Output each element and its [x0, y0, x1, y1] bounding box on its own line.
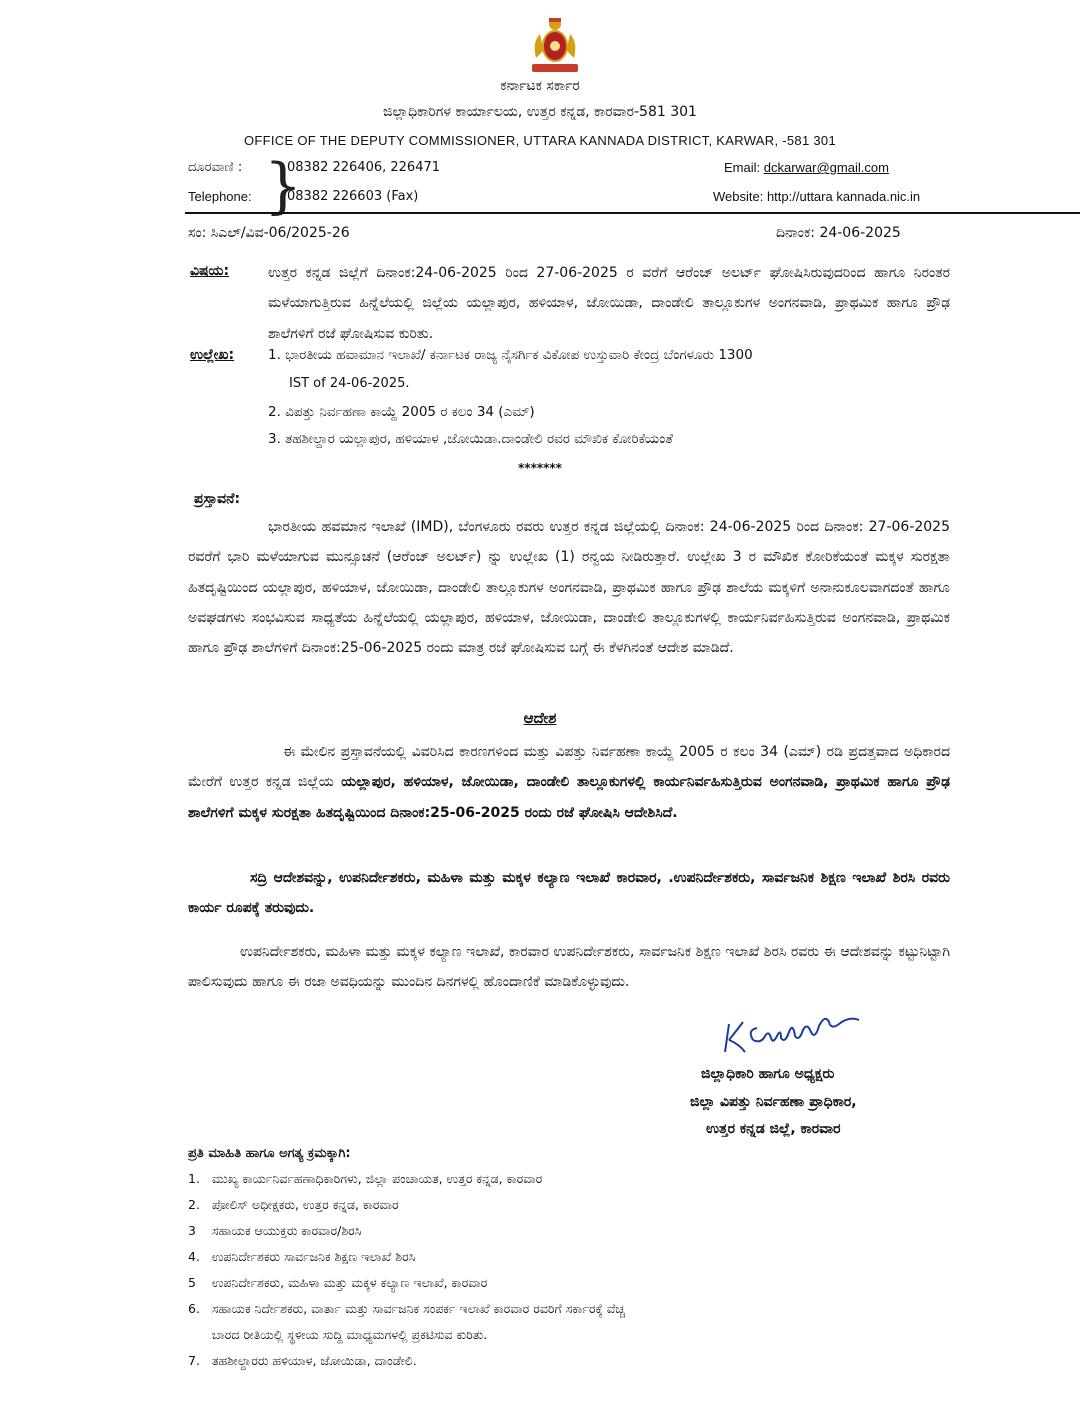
copy-to-item-7: 7. ತಹಶೀಲ್ದಾರರು ಹಳಿಯಾಳ, ಜೋಯಿಡಾ, ದಾಂಡೇಲಿ. [188, 1353, 417, 1368]
copy-to-item-3: 3 ಸಹಾಯಕ ಆಯುಕ್ತರು ಕಾರವಾರ/ಶಿರಸಿ [188, 1223, 362, 1238]
govt-name: ಕರ್ನಾಟಕ ಸರ್ಕಾರ [500, 78, 580, 94]
phone-number-2: 08382 226603 (Fax) [287, 189, 419, 204]
brace-divider: } [264, 151, 303, 221]
order-p1-plain: ಈ ಮೇಲಿನ ಪ್ರಸ್ತಾವನೆಯಲ್ಲಿ ವಿವರಿಸಿದ ಕಾರಣಗಳಿಂದ ಮತ್ತು ವಿಪತ್ತು ನಿರ್ವಹಣಾ ಕಾಯ್ದೆ 2005 ರ ಕಲಂ 34 (ಎಮ್) ರಡಿ ಪ್ರದತ್ತವಾದ ಅಧಿಕಾರದ ಮೇರೆಗೆ ಉತ್ತರ ಕನ್ನಡ ಜಿಲ್ಲೆಯ [188, 744, 950, 791]
karnataka-emblem [528, 14, 582, 76]
website-row [713, 189, 920, 204]
email-link[interactable]: dckarwar@gmail.com [763, 160, 889, 175]
reference-item-2: 2. ವಿಪತ್ತು ನಿರ್ವಹಣಾ ಕಾಯ್ದೆ 2005 ರ ಕಲಂ 34 (ಎಮ್) [268, 404, 535, 420]
copy-to-item-4: 4. ಉಪನಿರ್ದೇಶಕರು ಸಾರ್ವಜನಿಕ ಶಿಕ್ಷಣ ಇಲಾಖೆ ಶಿರಸಿ [188, 1249, 416, 1264]
preamble-label: ಪ್ರಸ್ತಾವನೆ: [194, 491, 241, 507]
phone-number-1: 08382 226406, 226471 [287, 160, 441, 175]
order-paragraph-2: ಸದ್ರಿ ಆದೇಶವನ್ನು, ಉಪನಿರ್ದೇಶಕರು, ಮಹಿಳಾ ಮತ್ತು ಮಕ್ಕಳ ಕಲ್ಯಾಣ ಇಲಾಖೆ ಕಾರವಾರ, .ಉಪನಿರ್ದೇಶಕರು, ಸಾರ್ವಜನಿಕ ಶಿಕ್ಷಣ ಇಲಾಖೆ ಶಿರಸಿ ರವರು ಕಾರ್ಯ ರೂಪಕ್ಕೆ ತರುವುದು. [188, 870, 950, 917]
email-row [724, 160, 889, 175]
document-date: ದಿನಾಂಕ: 24-06-2025 [776, 225, 901, 241]
preamble-text: ಭಾರತೀಯ ಹವಮಾನ ಇಲಾಖೆ (IMD), ಬೆಂಗಳೂರು ರವರು ಉತ್ತರ ಕನ್ನಡ ಜಿಲ್ಲೆಯಲ್ಲಿ ದಿನಾಂಕ: 24-06-2025 ರಿಂದ ದಿನಾಂಕ: 27-06-2025 ರವರೆಗೆ ಭಾರಿ ಮಳೆಯಾಗುವ ಮುನ್ಸೂಚನೆ (ಆರೆಂಜ್ ಅಲರ್ಟ್) ನ್ನು ಉಲ್ಲೇಖ (1) ರನ್ವಯ ನೀಡಿರುತ್ತಾರೆ. ಉಲ್ಲೇಖ 3 ರ ಮೌಖಿಕ ಕೋರಿಕೆಯಂತೆ ಮಕ್ಕಳ ಸುರಕ್ಷತಾ ಹಿತದೃಷ್ಟಿಯಿಂದ ಯಲ್ಲಾಪುರ, ಹಳಿಯಾಳ, ಜೋಯಿಡಾ, ದಾಂಡೇಲಿ ತಾಲ್ಲೂಕುಗಳ ಅಂಗನವಾಡಿ, ಪ್ರಾಥಮಿಕ ಹಾಗೂ ಪ್ರೌಢ ಶಾಲೆಯ ಮಕ್ಕಳಿಗೆ ಅನಾನುಕೂಲವಾಗದಂತೆ ಹಾಗೂ ಅವಘಡಗಳು ಸಂಭವಿಸುವ ಸಾಧ್ಯತೆಯ ಹಿನ್ನೆಲೆಯಲ್ಲಿ ಯಲ್ಲಾಪುರ, ಹಳಿಯಾಳ, ಜೋಯಿಡಾ, ದಾಂಡೇಲಿ ತಾಲ್ಲೂಕುಗಳಲ್ಲಿ ಕಾರ್ಯನಿರ್ವಹಿಸುತ್ತಿರುವ ಅಂಗನವಾಡಿ, ಪ್ರಾಥಮಿಕ ಹಾಗೂ ಪ್ರೌಢ ಶಾಲೆಗಳಿಗೆ ದಿನಾಂಕ:25-06-2025 ರಂದು ಮಾತ್ರ ರಜೆ ಘೋಷಿಸುವ ಬಗ್ಗೆ ಈ ಕೆಳಗಿನಂತೆ ಆದೇಶ ಮಾಡಿದೆ. [188, 519, 950, 657]
header-divider [185, 212, 1080, 214]
copy-to-item-6-cont: ಬಾರದ ರೀತಿಯಲ್ಲಿ ಸ್ಥಳೀಯ ಸುದ್ದಿ ಮಾಧ್ಯಮಗಳಲ್ಲಿ ಪ್ರಕಟಿಸುವ ಕುರಿತು. [188, 1327, 488, 1342]
reference-label-text: ಉಲ್ಲೇಖ [190, 347, 229, 363]
copy-to-heading: ಪ್ರತಿ ಮಾಹಿತಿ ಹಾಗೂ ಅಗತ್ಯ ಕ್ರಮಕ್ಕಾಗಿ: [188, 1146, 351, 1161]
phone-label-kn: ದೂರವಾಣಿ : [188, 160, 243, 175]
signatory-title-3: ಉತ್ತರ ಕನ್ನಡ ಜಿಲ್ಲೆ, ಕಾರವಾರ [706, 1121, 841, 1137]
copy-to-item-2: 2. ಪೋಲಿಸ್ ಅಧೀಕ್ಷಕರು, ಉತ್ತರ ಕನ್ನಡ, ಕಾರವಾರ [188, 1197, 399, 1212]
separator-stars: ******* [518, 461, 562, 475]
copy-to-item-1: 1. ಮುಖ್ಯ ಕಾರ್ಯನಿರ್ವಹಣಾಧಿಕಾರಿಗಳು, ಜಿಲ್ಲಾ ಪಂಚಾಯತ, ಉತ್ತರ ಕನ್ನಡ, ಕಾರವಾರ [188, 1171, 543, 1186]
signatory-title-1: ಜಿಲ್ಲಾಧಿಕಾರಿ ಹಾಗೂ ಅಧ್ಯಕ್ಷರು [701, 1066, 835, 1082]
website-link[interactable]: http://uttara kannada.nic.in [766, 189, 921, 204]
signature-image [715, 1000, 865, 1060]
order-p1-bold: ಯಲ್ಲಾಪುರ, ಹಳಿಯಾಳ, ಜೋಯಿಡಾ, ದಾಂಡೇಲಿ ತಾಲ್ಲೂಕುಗಳಲ್ಲಿ ಕಾರ್ಯನಿರ್ವಹಿಸುತ್ತಿರುವ ಅಂಗನವಾಡಿ, ಪ್ರಾಥಮಿಕ ಹಾಗೂ ಪ್ರೌಢ ಶಾಲೆಗಳಿಗೆ ಮಕ್ಕಳ ಸುರಕ್ಷತಾ ಹಿತದೃಷ್ಟಿಯಿಂದ ದಿನಾಂಕ:25-06-2025 ರಂದು ರಜೆ ಘೋಷಿಸಿ ಆದೇಶಿಸಿದೆ. [188, 774, 950, 821]
order-paragraph-1 [188, 737, 950, 828]
order-heading: ಆದೇಶ [523, 709, 557, 727]
reference-item-3: 3. ತಹಶೀಲ್ದಾರ ಯಲ್ಲಾಪುರ, ಹಳಿಯಾಳ ,ಜೋಯಿಡಾ.ದಾಂಡೇಲಿ ರವರ ಮೌಖಿಕ ಕೋರಿಕೆಯಂತೆ [268, 431, 673, 447]
subject-text: ಉತ್ತರ ಕನ್ನಡ ಜಿಲ್ಲೆಗೆ ದಿನಾಂಕ:24-06-2025 ರಿಂದ 27-06-2025 ರ ವರೆಗೆ ಆರೆಂಜ್ ಅಲರ್ಟ್ ಘೋಷಿಸಿರುವುದರಿಂದ ಹಾಗೂ ನಿರಂತರ ಮಳೆಯಾಗುತ್ತಿರುವ ಹಿನ್ನೆಲೆಯಲ್ಲಿ ಜಿಲ್ಲೆಯ ಯಲ್ಲಾಪುರ, ಹಳಿಯಾಳ, ಜೋಯಿಡಾ, ದಾಂಡೇಲಿ ತಾಲ್ಲೂಕುಗಳ ಅಂಗನವಾಡಿ, ಪ್ರಾಥಮಿಕ ಹಾಗೂ ಪ್ರೌಢ ಶಾಲೆಗಳಿಗೆ ರಜೆ ಘೋಷಿಸುವ ಕುರಿತು. [268, 265, 950, 342]
email-label: Email: [724, 160, 764, 175]
subject-label-text: ವಿಷಯ [190, 263, 224, 279]
copy-to-list [188, 1166, 625, 1374]
copy-to-item-5: 5 ಉಪನಿರ್ದೇಶಕರು, ಮಹಿಳಾ ಮತ್ತು ಮಕ್ಕಳ ಕಲ್ಯಾಣ ಇಲಾಖೆ, ಕಾರವಾರ [188, 1275, 488, 1290]
reference-item-1-cont: IST of 24-06-2025. [289, 376, 410, 391]
subject-label: ವಿಷಯ: [190, 263, 230, 279]
signatory-title-2: ಜಿಲ್ಲಾ ವಿಪತ್ತು ನಿರ್ವಹಣಾ ಪ್ರಾಧಿಕಾರ, [690, 1094, 857, 1110]
office-name-en: OFFICE OF THE DEPUTY COMMISSIONER, UTTARA KANNADA DISTRICT, KARWAR, -581 301 [243, 133, 836, 148]
phone-label-en: Telephone: [188, 189, 252, 204]
reference-number: ಸಂ: ಸಿಎಲ್/ವಿವ-06/2025-26 [188, 225, 350, 241]
copy-to-item-6: 6. ಸಹಾಯಕ ನಿರ್ದೇಶಕರು, ವಾರ್ತಾ ಮತ್ತು ಸಾರ್ವಜನಿಕ ಸಂಪರ್ಕ ಇಲಾಖೆ ಕಾರವಾರ ರವರಿಗೆ ಸರ್ಕಾರಕ್ಕೆ ವೆಚ್ಚ [188, 1301, 626, 1316]
office-name-kn: ಜಿಲ್ಲಾಧಿಕಾರಿಗಳ ಕಾರ್ಯಾಲಯ, ಉತ್ತರ ಕನ್ನಡ, ಕಾರವಾರ-581 301 [383, 104, 697, 120]
order-paragraph-3: ಉಪನಿರ್ದೇಶಕರು, ಮಹಿಳಾ ಮತ್ತು ಮಕ್ಕಳ ಕಲ್ಯಾಣ ಇಲಾಖೆ, ಕಾರವಾರ ಉಪನಿರ್ದೇಶಕರು, ಸಾರ್ವಜನಿಕ ಶಿಕ್ಷಣ ಇಲಾಖೆ ಶಿರಸಿ ರವರು ಈ ಆದೇಶವನ್ನು ಕಟ್ಟುನಿಟ್ಟಾಗಿ ಪಾಲಿಸುವುದು ಹಾಗೂ ಈ ರಜಾ ಅವಧಿಯನ್ನು ಮುಂದಿನ ದಿನಗಳಲ್ಲಿ ಹೊಂದಾಣಿಕೆ ಮಾಡಿಕೊಳ್ಳುವುದು. [188, 944, 950, 991]
reference-item-1: 1. ಭಾರತೀಯ ಹವಾಮಾನ ಇಲಾಖೆ/ ಕರ್ನಾಟಕ ರಾಜ್ಯ ನೈಸರ್ಗಿಕ ವಿಕೋಪ ಉಸ್ತುವಾರಿ ಕೇಂದ್ರ ಬೆಂಗಳೂರು 1300 [268, 347, 753, 363]
reference-label: ಉಲ್ಲೇಖ: [190, 347, 235, 363]
website-label: Website: [713, 189, 767, 204]
